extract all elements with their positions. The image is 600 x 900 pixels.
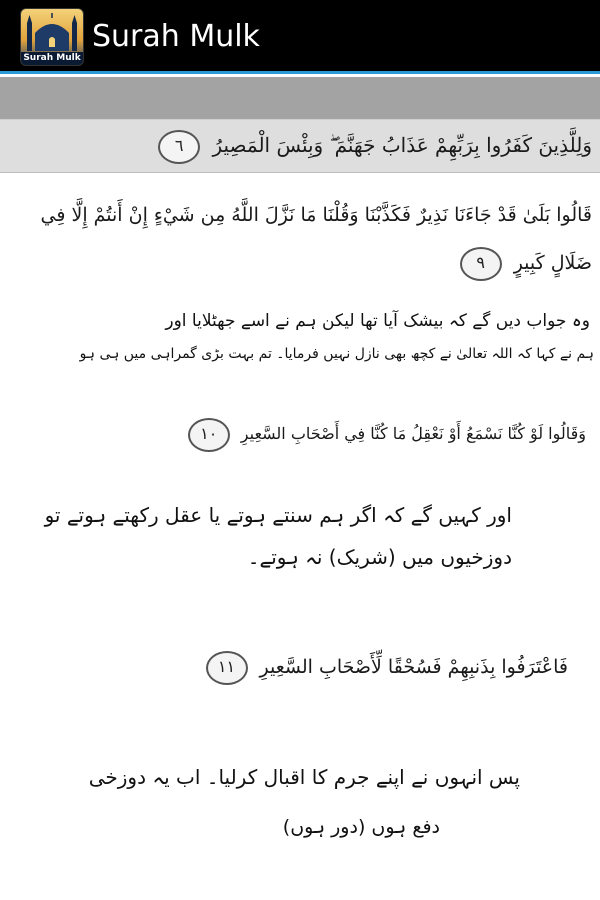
verse-9-translation-line1: وہ جواب دیں گے کہ بیشک آیا تھا لیکن ہم نے اسے جھٹلایا اور (165, 311, 590, 331)
ayah-number-marker: ٦ (158, 130, 200, 164)
app-icon[interactable] (20, 8, 84, 66)
verse-9-arabic-line1: قَالُوا بَلَىٰ قَدْ جَاءَنَا نَذِيرٌ فَكَذَّبْنَا وَقُلْنَا مَا نَزَّلَ اللَّهُ مِن شَيْءٍ إِنْ أَنتُمْ إِلَّا فِي (40, 204, 592, 226)
verse-6-arabic (152, 125, 592, 165)
verse-11-translation-line1: پس انہوں نے اپنے جرم کا اقبال کرلیا۔ اب یہ دوزخی (88, 765, 520, 789)
verse-6-text: وَلِلَّذِينَ كَفَرُوا بِرَبِّهِمْ عَذَابُ جَهَنَّمَ ۖ وَبِئْسَ الْمَصِيرُ (212, 133, 592, 157)
verse-10-arabic (182, 415, 586, 453)
action-bar-divider (0, 71, 600, 74)
ayah-number-marker: ٩ (460, 247, 502, 281)
verse-9-arabic-line2 (454, 243, 592, 283)
verse-10-translation-line1: اور کہیں گے کہ اگر ہم سنتے ہوتے یا عقل رکھتے ہوتے تو (44, 503, 512, 527)
verse-11-arabic (200, 647, 569, 687)
verse-10-translation-line2: دوزخیوں میں (شریک) نہ ہوتے۔ (247, 545, 512, 569)
verse-10-text: وَقَالُوا لَوْ كُنَّا نَسْمَعُ أَوْ نَعْقِلُ مَا كُنَّا فِي أَصْحَابِ السَّعِيرِ (240, 424, 586, 443)
verse-9-translation-line2: ہم نے کہا کہ اللہ تعالیٰ نے کچھ بھی نازل نہیں فرمایا۔ تم بہت بڑی گمراہی میں ہی ہو (79, 346, 594, 362)
app-title: Surah Mulk (92, 19, 260, 54)
mosque-icon (21, 9, 83, 53)
verse-9-text-end: ضَلَالٍ كَبِيرٍ (513, 252, 592, 274)
action-bar (0, 0, 600, 74)
ayah-number-marker: ١١ (206, 651, 248, 685)
verse-11-translation-line2: دفع ہوں (دور ہوں) (282, 816, 440, 838)
verse-11-text: فَاعْتَرَفُوا بِذَنبِهِمْ فَسُحْقًا لِّأَصْحَابِ السَّعِيرِ (259, 656, 568, 678)
ayah-number-marker: ١٠ (188, 418, 230, 452)
app-icon-caption: Surah Mulk (21, 52, 83, 65)
surah-content[interactable] (0, 77, 600, 900)
